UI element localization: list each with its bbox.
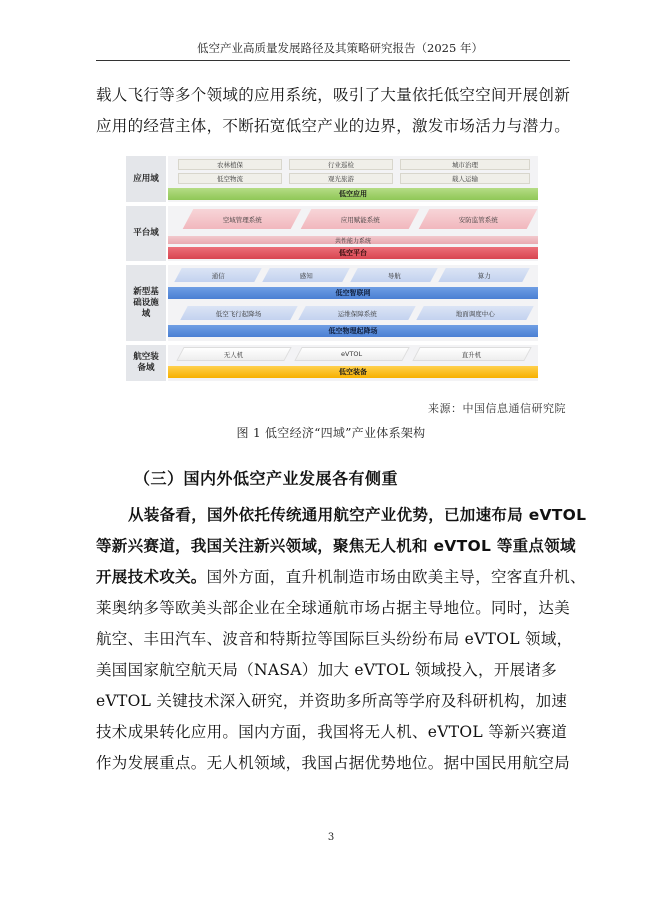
application-item: 城市治理 [400,159,530,170]
page-number: 3 [327,832,335,843]
platform-item: 应用赋能系统 [301,209,420,229]
figure-source: 来源：中国信息通信研究院 [428,402,566,415]
network-item: 感知 [262,268,349,282]
industry-architecture-figure [126,156,538,384]
application-item: 农林植保 [178,159,282,170]
network-bar: 低空智联网 [168,287,538,299]
platform-item: 空域管理系统 [183,209,302,229]
figure-caption: 图 1 低空经济“四域”产业体系架构 [236,426,426,440]
section-heading: （三）国内外低空产业发展各有侧重 [134,469,399,488]
application-item: 载人运输 [400,173,530,184]
domain-label-platform: 平台域 [126,206,166,261]
facility-bar: 低空物理起降场 [168,325,538,337]
domain-label-infrastructure: 新型基础设施域 [126,265,166,341]
text-line-bold: 等新兴赛道，我国关注新兴领域，聚焦无人机和 eVTOL 等重点领域 [96,537,576,555]
text-line-bold: 从装备看，国外依托传统通用航空产业优势，已加速布局 eVTOL [128,506,587,524]
network-item: 算力 [438,268,529,282]
application-bar: 低空应用 [168,188,538,200]
equipment-item: eVTOL [294,347,409,361]
application-item: 观光旅游 [289,173,393,184]
facility-item: 低空飞行起降场 [180,306,297,320]
text-line: 技术成果转化应用。国内方面，我国将无人机、eVTOL 等新兴赛道 [96,723,568,741]
paragraph-intro [96,80,571,142]
equipment-bar: 低空装备 [168,366,538,378]
facility-item: 地面调度中心 [416,306,533,320]
equipment-item: 无人机 [176,347,291,361]
text-line: eVTOL 关键技术深入研究，并资助多所高等学府及科研机构，加速 [96,692,568,710]
text-bold: 开展技术攻关。 [96,568,207,586]
text-line: 航空、丰田汽车、波音和特斯拉等国际巨头纷纷布局 eVTOL 领域， [96,630,573,648]
text-line: 载人飞行等多个领域的应用系统，吸引了大量依托低空空间开展创新 [96,86,571,104]
platform-item: 安防监管系统 [419,209,538,229]
text-line: 作为发展重点。无人机领域，我国占据优势地位。据中国民用航空局 [96,754,571,772]
network-item: 导航 [350,268,437,282]
domain-label-equipment: 航空装备域 [126,345,166,381]
network-item: 通信 [174,268,261,282]
paragraph-body [96,500,587,779]
facility-item: 运维保障系统 [298,306,415,320]
running-header: 低空产业高质量发展路径及其策略研究报告（2025 年） [197,41,483,55]
equipment-item: 直升机 [412,347,531,361]
header-rule [96,60,570,61]
text-line: 美国国家航空航天局（NASA）加大 eVTOL 领域投入，开展诸多 [96,661,558,679]
text-line: 莱奥纳多等欧美头部企业在全球通航市场占据主导地位。同时，达美 [96,599,571,617]
application-item: 行业巡检 [289,159,393,170]
application-item: 低空物流 [178,173,282,184]
text-regular: 国外方面，直升机制造市场由欧美主导，空客直升机、 [206,568,586,586]
domain-label-application: 应用域 [126,156,166,202]
platform-sub-bar: 共性能力系统 [168,236,538,244]
text-line: 应用的经营主体，不断拓宽低空产业的边界，激发市场活力与潜力。 [96,117,571,135]
platform-bar: 低空平台 [168,247,538,259]
text-line [96,562,586,593]
